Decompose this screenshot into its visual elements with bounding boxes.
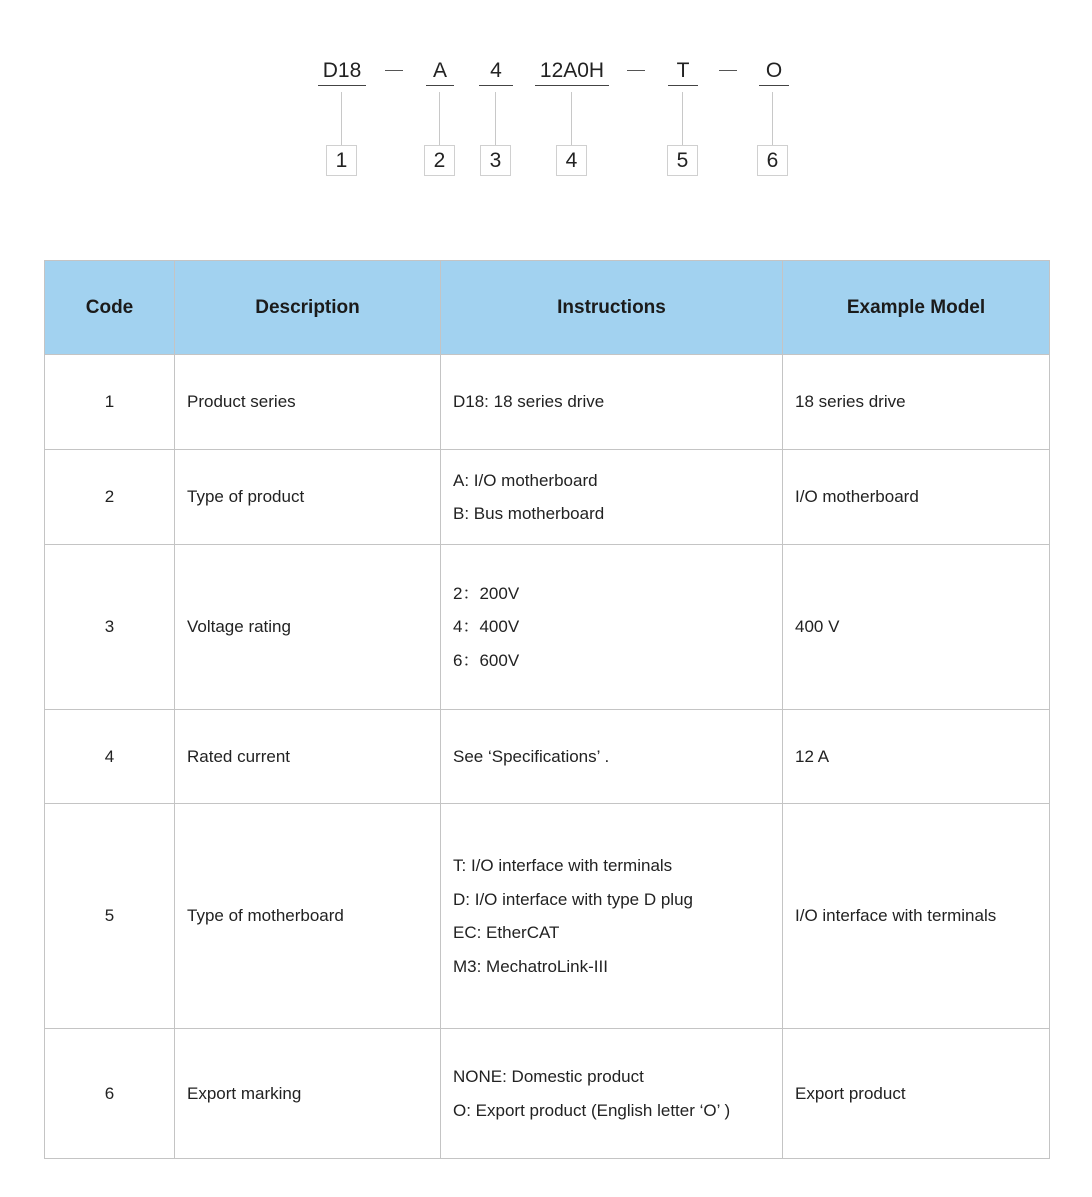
segment-text: 4 xyxy=(490,59,502,82)
header-description: Description xyxy=(175,261,441,355)
instruction-line: B: Bus motherboard xyxy=(453,504,605,523)
cell-instructions xyxy=(441,450,783,545)
connector-line xyxy=(772,92,773,145)
connector-line xyxy=(571,92,572,145)
cell-code: 3 xyxy=(45,545,175,710)
index-box-4: 4 xyxy=(556,145,587,176)
instruction-line: T: I/O interface with terminals xyxy=(453,856,673,875)
model-code-diagram xyxy=(0,0,1092,200)
cell-example: I/O interface with terminals xyxy=(783,804,1050,1029)
header-instructions: Instructions xyxy=(441,261,783,355)
instruction-line: 2：200V xyxy=(453,583,520,603)
segment-text: T xyxy=(676,59,690,82)
instruction-line: 4：400V xyxy=(453,617,520,637)
index-box-2: 2 xyxy=(424,145,455,176)
connector-line xyxy=(341,92,342,145)
cell-instructions xyxy=(441,355,783,450)
instruction-line: O: Export product (English letter ‘O’ ) xyxy=(453,1100,731,1120)
connector-line xyxy=(439,92,440,145)
index-box-1: 1 xyxy=(326,145,357,176)
cell-instructions xyxy=(441,545,783,710)
cell-description: Voltage rating xyxy=(175,545,441,710)
instruction-line: M3: MechatroLink-III xyxy=(453,956,608,976)
cell-example: 12 A xyxy=(783,710,1050,804)
cell-example: 18 series drive xyxy=(783,355,1050,450)
separator-dash xyxy=(385,70,403,71)
table-row xyxy=(45,545,1050,710)
cell-code: 5 xyxy=(45,804,175,1029)
instruction-line: D: I/O interface with type D plug xyxy=(453,889,693,909)
model-segment-voltage xyxy=(479,58,513,86)
index-box-5: 5 xyxy=(667,145,698,176)
table-header-row xyxy=(45,261,1050,355)
cell-instructions xyxy=(441,804,783,1029)
cell-code: 6 xyxy=(45,1029,175,1159)
segment-text: O xyxy=(765,59,783,82)
instruction-line: NONE: Domestic product xyxy=(453,1067,644,1086)
model-segment-type xyxy=(426,58,454,86)
cell-description: Product series xyxy=(175,355,441,450)
connector-line xyxy=(495,92,496,145)
instruction-line: D18: 18 series drive xyxy=(453,392,605,412)
segment-text: 12A0H xyxy=(539,59,605,82)
model-segment-motherboard xyxy=(668,58,698,86)
cell-example: 400 V xyxy=(783,545,1050,710)
cell-instructions xyxy=(441,710,783,804)
connector-line xyxy=(682,92,683,145)
table-row xyxy=(45,710,1050,804)
cell-description: Type of product xyxy=(175,450,441,545)
index-box-6: 6 xyxy=(757,145,788,176)
cell-description: Export marking xyxy=(175,1029,441,1159)
cell-instructions xyxy=(441,1029,783,1159)
table-row xyxy=(45,450,1050,545)
table-row xyxy=(45,1029,1050,1159)
index-box-3: 3 xyxy=(480,145,511,176)
cell-code: 2 xyxy=(45,450,175,545)
model-code-table xyxy=(44,260,1050,1159)
segment-text: D18 xyxy=(322,59,362,82)
header-code: Code xyxy=(45,261,175,355)
separator-dash xyxy=(627,70,645,71)
cell-code: 4 xyxy=(45,710,175,804)
cell-code: 1 xyxy=(45,355,175,450)
model-segment-current xyxy=(535,58,609,86)
cell-example: Export product xyxy=(783,1029,1050,1159)
header-example-model: Example Model xyxy=(783,261,1050,355)
segment-text: A xyxy=(432,59,447,82)
table-row xyxy=(45,355,1050,450)
cell-description: Rated current xyxy=(175,710,441,804)
instruction-line: EC: EtherCAT xyxy=(453,923,560,942)
model-segment-export xyxy=(759,58,789,86)
table-row xyxy=(45,804,1050,1029)
model-segment-series xyxy=(318,58,366,86)
separator-dash xyxy=(719,70,737,71)
instruction-line: See ‘Specifications’ . xyxy=(453,746,610,766)
instruction-line: A: I/O motherboard xyxy=(453,470,598,490)
cell-description: Type of motherboard xyxy=(175,804,441,1029)
instruction-line: 6：600V xyxy=(453,650,520,670)
cell-example: I/O motherboard xyxy=(783,450,1050,545)
